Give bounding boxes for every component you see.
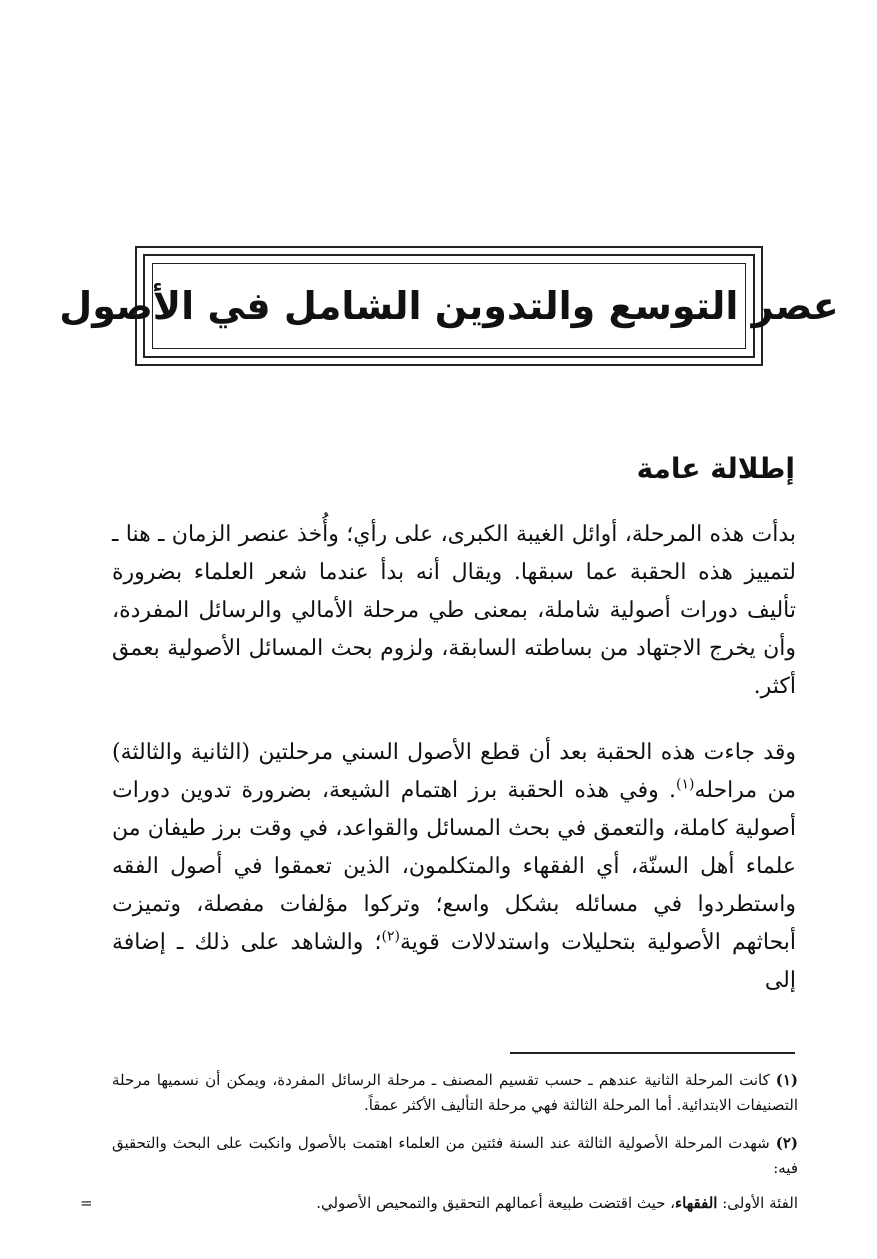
footnote-divider (510, 1052, 795, 1054)
footnote-2-text: شهدت المرحلة الأصولية الثالثة عند السنة فئتين من العلماء اهتمت بالأصول وانكبت على البحث والتحقيق فيه: (112, 1134, 798, 1177)
paragraph-2-text-b: . وفي هذه الحقبة برز اهتمام الشيعة، بضرورة تدوين دورات أصولية كاملة، والتعمق في بحث المسائل والقواعد، في وقت برز طيفان من علماء أهل السنّة، أي الفقهاء والمتكلمون، الذين تعمقوا في أصول الفقه واستطردوا في مسائله بشكل واسع؛ وتركوا مؤلفات مفصلة، وتميزت أبحاثهم الأصولية بتحليلات واستدلالات قوية (112, 778, 796, 955)
body-paragraph-2 (112, 734, 796, 1000)
footnote-2-number: (٢) (775, 1134, 798, 1152)
body-paragraph-1: بدأت هذه المرحلة، أوائل الغيبة الكبرى، على رأي؛ وأُخذ عنصر الزمان ـ هنا ـ لتمييز هذه الحقبة عما سبقها. ويقال أنه بدأ عندما شعر العلماء بضرورة تأليف دورات أصولية شاملة، بمعنى طي مرحلة الأمالي والرسائل المفردة، وأن يخرج الاجتهاد من بساطته السابقة، ولزوم بحث المسائل الأصولية بعمق أكثر. (112, 522, 796, 699)
footnote-ref-2[interactable]: (٢) (381, 928, 400, 945)
chapter-title: عصر التوسع والتدوين الشامل في الأصول (59, 284, 839, 328)
footnote-2-group-text: ، حيث اقتضت طبيعة أعمالهم التحقيق والتمحيص الأصولي. (316, 1194, 676, 1212)
footnote-ref-1[interactable]: (١) (676, 776, 695, 793)
footnote-1-text: كانت المرحلة الثانية عندهم ـ حسب تقسيم المصنف ـ مرحلة الرسائل المفردة، ويمكن أن نسميها مرحلة التصنيفات الابتدائية. أما المرحلة الثالثة فهي مرحلة التأليف الأكثر عمقاً. (112, 1071, 798, 1114)
footnote-2 (112, 1131, 798, 1181)
footnote-1 (112, 1068, 798, 1118)
paragraph-2-text-c: ؛ والشاهد على ذلك ـ إضافة إلى (112, 930, 796, 993)
title-frame (59, 263, 839, 349)
footnote-2-continuation (140, 1191, 798, 1216)
section-heading: إطلالة عامة (636, 452, 795, 485)
continuation-mark: = (80, 1194, 93, 1212)
paragraph-2-text-a: وقد جاءت هذه الحقبة بعد أن قطع الأصول السني مرحلتين (الثانية والثالثة) من مراحله (112, 740, 796, 803)
footnote-2-group-label: الفئة الأولى: (717, 1194, 798, 1212)
footnote-1-number: (١) (775, 1071, 798, 1089)
footnote-2-term: الفقهاء (675, 1194, 718, 1212)
